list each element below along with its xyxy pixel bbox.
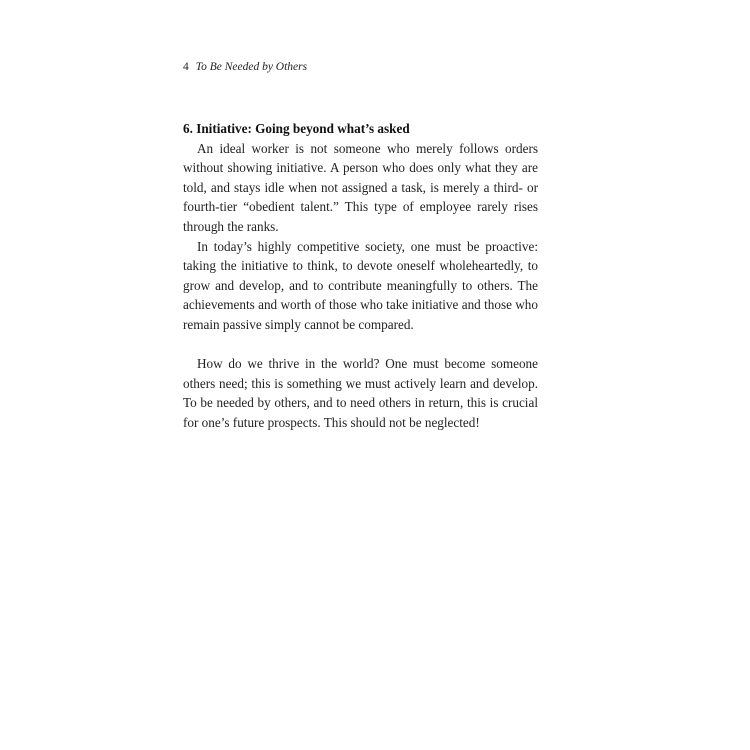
paragraph-competitive-society: In today’s highly competitive society, one must be proactive: taking the initiative to think, to devote oneself wholeheartedly, to grow and develop, and to contribute meaningfully to others. The achievements and worth of those who take initiative and those who remain passive simply cannot be compared.	[183, 238, 538, 332]
paragraph-initiative-ideal-worker: An ideal worker is not someone who merely follows orders without showing initiative. A person who does only what they are told, and stays idle when not assigned a task, is merely a third- or fourth-tier “obedient talent.” This type of employee rarely rises through the ranks.	[183, 140, 538, 234]
running-head	[183, 60, 307, 74]
running-head-title: To Be Needed by Others	[195, 61, 308, 73]
body-text	[183, 119, 538, 433]
page-number: 4	[183, 61, 189, 73]
paragraph-closing: How do we thrive in the world? One must become someone others need; this is something we must actively learn and develop. To be needed by others, and to need others in return, this is crucial for one’s future prospects. This should not be neglected!	[183, 356, 538, 430]
section-heading: 6. Initiative: Going beyond what’s asked	[183, 121, 410, 136]
